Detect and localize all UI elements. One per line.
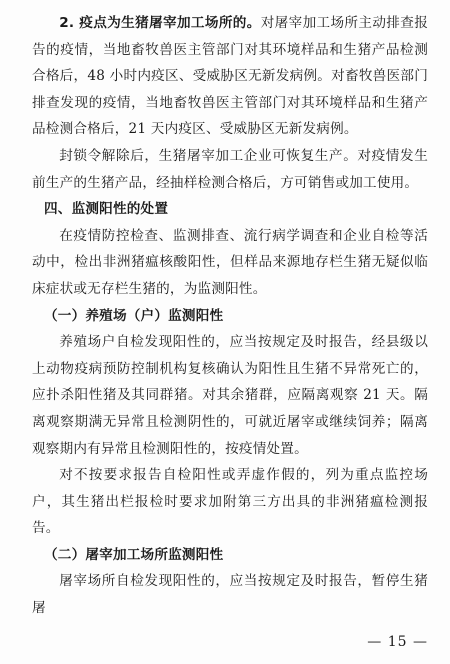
paragraph-false-reporting: 对不按要求报告自检阳性或弄虚作假的，列为重点监控场户，其生猪出栏报检时要求加附第三方出具的非洲猪瘟检测报告。	[32, 467, 428, 537]
section-heading-positive-monitoring: 四、监测阳性的处置	[44, 201, 169, 218]
paragraph-slaughterhouse-positive-handling: 屠宰场所自检发现阳性的，应当按规定及时报告，暂停生猪屠	[32, 573, 428, 617]
paragraph-lead-bold: 2. 疫点为生猪屠宰加工场所的。	[59, 15, 261, 31]
paragraph-positive-definition: 在疫情防控检查、监测排查、流行病学调查和企业自检等活动中，检出非洲猪瘟核酸阳性，但样品来源地存栏生猪无疑似临床症状或无存栏生猪的，为监测阳性。	[32, 227, 428, 297]
subheading-farm-positive: （一）养殖场（户）监测阳性	[44, 307, 224, 324]
document-body	[32, 10, 428, 622]
paragraph-farm-positive-handling: 养殖场户自检发现阳性的，应当按规定及时报告，经县级以上动物疫病预防控制机构复核确认为阳性且生猪不异常死亡的，应扑杀阳性猪及其同群猪。对其余猪群，应隔离观察 21 天。隔离观察期满无异常且检测阴性的，可就近屠宰或继续饲养；隔离观察期内有异常且检测阳性的，按疫情处置。	[32, 334, 428, 457]
paragraph-slaughterhouse-epidemic	[32, 10, 428, 143]
paragraph-resume-production: 封锁令解除后，生猪屠宰加工企业可恢复生产。对疫情发生前生产的生猪产品，经抽样检测合格后，方可销售或加工使用。	[32, 147, 428, 191]
paragraph-text: 对屠宰加工场所主动排查报告的疫情，当地畜牧兽医主管部门对其环境样品和生猪产品检测合格后，48 小时内疫区、受威胁区无新发病例。对畜牧兽医部门排查发现的疫情，当地畜牧兽医主管部门对其环境样品和生猪产品检测合格后，21 天内疫区、受威胁区无新发病例。	[32, 15, 428, 138]
page-number: — 15 —	[367, 634, 428, 650]
subheading-slaughterhouse-positive: （二）屠宰加工场所监测阳性	[44, 546, 224, 563]
